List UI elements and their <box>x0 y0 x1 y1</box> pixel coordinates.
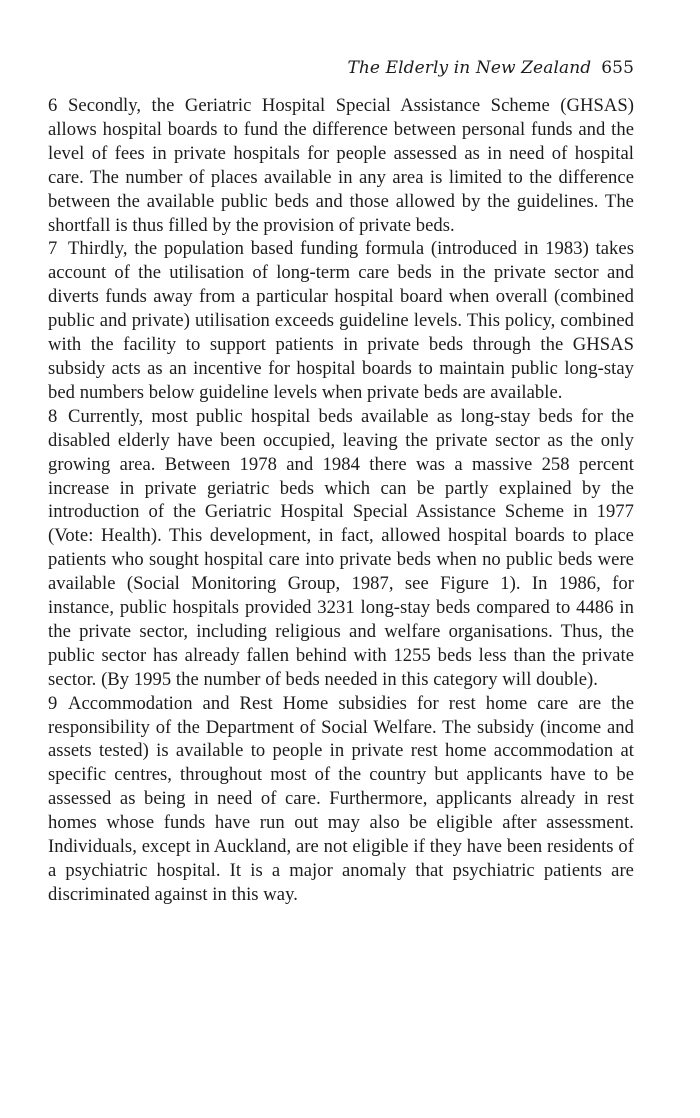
paragraph-number: 8 <box>48 405 58 427</box>
paragraph-text: Thirdly, the population based funding formula (introduced in 1983) takes account of the utilisation of long-term care beds in the private sector and diverts funds away from a particular hospital board when overall (combined public and private) utilisation exceeds guideline levels. This policy, combined with the facility to support patients in private beds through the GHSAS subsidy acts as an incentive for hospital boards to maintain public long-stay bed numbers below guideline levels when private beds are available. <box>48 238 634 403</box>
running-title: The Elderly in New Zealand <box>347 58 592 78</box>
paragraph-text: Accommodation and Rest Home subsidies for rest home care are the responsibility of the Department of Social Welfare. The subsidy (income and assets tested) is available to people in private rest home accommodation at specific centres, throughout most of the country but applicants have to be assessed as being in need of care. Furthermore, applicants already in rest homes whose funds have run out may also be eligible after assessment. Individuals, except in Auckland, are not eligible if they have been residents of a psychiatric hospital. It is a major anomaly that psychiatric patients are discriminated against in this way. <box>48 692 634 905</box>
paragraph-7 <box>48 237 634 404</box>
page-number: 655 <box>601 58 634 78</box>
paragraph-number: 7 <box>48 238 58 260</box>
paragraph-6 <box>48 94 634 237</box>
paragraph-number: 9 <box>48 692 58 714</box>
body-text <box>48 94 634 907</box>
paragraph-8 <box>48 405 634 692</box>
paragraph-text: Secondly, the Geriatric Hospital Special Assistance Scheme (GHSAS) allows hospital boards to fund the difference between personal funds and the level of fees in private hospitals for people assessed as in need of hospital care. The number of places available in any area is limited to the difference between the available public beds and those allowed by the guidelines. The shortfall is thus filled by the provision of private beds. <box>48 95 634 236</box>
paragraph-number: 6 <box>48 95 58 116</box>
paragraph-text: Currently, most public hospital beds available as long-stay beds for the disabled elderly have been occupied, leaving the private sector as the only growing area. Between 1978 and 1984 there was a massive 258 percent increase in private geriatric beds which can be partly explained by the introduction of the Geriatric Hospital Special Assistance Scheme in 1977 (Vote: Health). This development, in fact, allowed hospital boards to place patients who sought hospital care into private beds when no public beds were available (Social Monitoring Group, 1987, see Figure 1). In 1986, for instance, public hospitals provided 3231 long-stay beds compared to 4486 in the private sector, including religious and welfare organisations. Thus, the public sector has already fallen behind with 1255 beds less than the private sector. (By 1995 the number of beds needed in this category will double). <box>48 405 634 690</box>
paragraph-9 <box>48 692 634 907</box>
running-head <box>347 58 634 78</box>
